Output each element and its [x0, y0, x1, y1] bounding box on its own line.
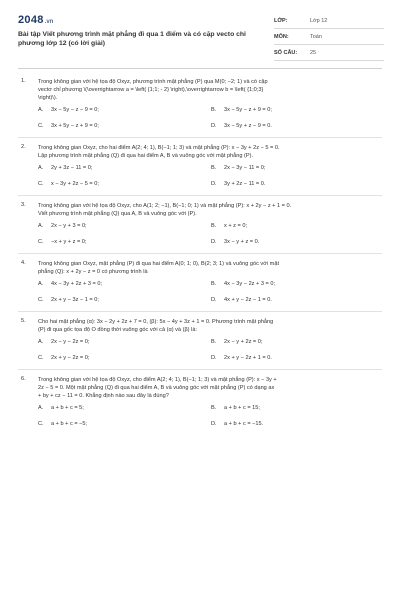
option-letter: B.	[211, 165, 217, 171]
option-text: 3y + 2z − 11 = 0.	[224, 181, 266, 187]
option-d[interactable]	[211, 421, 384, 428]
option-text: 2y + 3z − 11 = 0;	[51, 165, 93, 171]
option-text: 3x − y + z = 0.	[224, 239, 260, 245]
option-text: 2x + y − 3z − 1 = 0;	[51, 297, 99, 303]
question-text: Trong không gian Oxyz, cho hai điểm A(2; 4; 1), B(−1; 1; 3) và mặt phẳng (P): x − 3y + 2z − 5 = 0. Lập phương trình mặt phẳng (Q) đi qua hai điểm A, B và vuông góc với mặt phẳng (P).	[38, 145, 280, 159]
option-a[interactable]	[38, 339, 211, 346]
option-letter: B.	[211, 223, 217, 229]
question-list	[18, 78, 382, 434]
option-text: 2x − y + 2z = 0;	[224, 339, 263, 345]
option-a[interactable]	[38, 165, 211, 172]
question-2	[18, 144, 382, 196]
option-text: 2x − 3y − 11 = 0;	[224, 165, 266, 171]
question-number: 5.	[21, 318, 26, 324]
option-letter: B.	[211, 339, 217, 345]
option-letter: C.	[38, 181, 44, 187]
option-text: 2x + y − 2z = 0;	[51, 355, 90, 361]
option-letter: C.	[38, 355, 44, 361]
option-text: a + b + c = −5;	[51, 421, 88, 427]
option-text: a + b + c = −15.	[224, 421, 264, 427]
option-d[interactable]	[211, 181, 384, 188]
option-text: 3x − 5y − z + 9 = 0;	[224, 107, 272, 113]
meta-label: LỚP:	[274, 17, 288, 24]
option-c[interactable]	[38, 123, 211, 130]
answer-options	[38, 405, 382, 428]
option-c[interactable]	[38, 239, 211, 246]
answer-options	[38, 339, 382, 362]
document-header	[18, 12, 384, 64]
option-letter: B.	[211, 281, 217, 287]
option-letter: A.	[38, 281, 44, 287]
document-title: Bài tập Viết phương trình mặt phẳng đi qua 1 điểm và có cặp vecto chỉ phương lớp 12 (có lời giải)	[18, 31, 246, 47]
question-divider	[18, 195, 382, 196]
question-divider	[18, 137, 382, 138]
option-b[interactable]	[211, 405, 384, 412]
option-a[interactable]	[38, 281, 211, 288]
option-text: 4x + y − 2z − 1 = 0.	[224, 297, 272, 303]
answer-options	[38, 165, 382, 188]
question-divider	[18, 369, 382, 370]
option-c[interactable]	[38, 181, 211, 188]
option-text: 3x − 5y + z − 9 = 0.	[224, 123, 272, 129]
question-5	[18, 318, 382, 370]
question-divider	[18, 311, 382, 312]
option-letter: B.	[211, 405, 217, 411]
header-divider	[18, 68, 382, 69]
question-divider	[18, 253, 382, 254]
option-letter: D.	[211, 181, 217, 187]
option-c[interactable]	[38, 421, 211, 428]
option-a[interactable]	[38, 223, 211, 230]
option-text: 4x − 3y − 2z + 3 = 0;	[224, 281, 275, 287]
option-text: −x + y + z = 0;	[51, 239, 87, 245]
question-text: Trong không gian với hệ tọa độ Oxyz, phương trình mặt phẳng (P) qua M(0; −2; 1) và có cặp vectơ chỉ phương \(\overrightarrow a = \left( {1;1; - 2} \right),\overrightarrow b = \left( {1;0;3} \right)\).	[38, 79, 268, 101]
meta-value: 25	[310, 49, 317, 56]
option-letter: D.	[211, 239, 217, 245]
question-number: 3.	[21, 202, 26, 208]
option-text: a + b + c = 15;	[224, 405, 260, 411]
meta-row-subject	[274, 29, 384, 45]
option-c[interactable]	[38, 297, 211, 304]
question-text: Cho hai mặt phẳng (α): 3x − 2y + 2z + 7 = 0, (β): 5x − 4y + 3z + 1 = 0. Phương trình mặt phẳng (P) đi qua gốc tọa độ O đồng thời vuông góc với cả (α) và (β) là:	[38, 319, 274, 333]
answer-options	[38, 281, 382, 304]
question-number: 4.	[21, 260, 26, 266]
option-text: 2x + y − 2z + 1 = 0.	[224, 355, 272, 361]
option-text: x + z = 0;	[224, 223, 248, 229]
site-logo[interactable]	[18, 14, 53, 26]
option-text: 3x − 5y − z − 9 = 0;	[51, 107, 99, 113]
option-text: a + b + c = 5;	[51, 405, 84, 411]
question-4	[18, 260, 382, 312]
option-d[interactable]	[211, 123, 384, 130]
option-text: x − 3y + 2z − 5 = 0;	[51, 181, 99, 187]
option-letter: A.	[38, 339, 44, 345]
logo-domain: .vn	[44, 19, 54, 25]
option-letter: D.	[211, 123, 217, 129]
option-letter: A.	[38, 165, 44, 171]
meta-value: Toán	[310, 33, 322, 40]
meta-row-count	[274, 45, 384, 61]
option-letter: A.	[38, 223, 44, 229]
question-number: 6.	[21, 376, 26, 382]
option-b[interactable]	[211, 281, 384, 288]
question-1	[18, 78, 382, 138]
option-letter: C.	[38, 297, 44, 303]
option-letter: C.	[38, 123, 44, 129]
question-text: Trong không gian với hệ tọa độ Oxyz, cho A(1; 2; −1), B(−1; 0; 1) và mặt phẳng (P): x + 2y − z + 1 = 0. Viết phương trình mặt phẳng (Q) qua A, B và vuông góc với (P).	[38, 203, 292, 217]
logo-number: 2048	[18, 14, 44, 26]
option-letter: D.	[211, 355, 217, 361]
question-text: Trong không gian Oxyz, mặt phẳng (P) đi qua hai điểm A(0; 1; 0), B(2; 3; 1) và vuông góc với mặt phẳng (Q): x + 2y − z = 0 có phương trình là	[38, 261, 280, 275]
answer-options	[38, 223, 382, 246]
option-c[interactable]	[38, 355, 211, 362]
option-d[interactable]	[211, 239, 384, 246]
question-number: 2.	[21, 144, 26, 150]
option-letter: D.	[211, 297, 217, 303]
question-number: 1.	[21, 78, 26, 84]
meta-label: MÔN:	[274, 33, 289, 40]
option-b[interactable]	[211, 107, 384, 114]
option-letter: D.	[211, 421, 217, 427]
question-6	[18, 376, 382, 428]
option-letter: C.	[38, 421, 44, 427]
meta-value: Lớp 12	[310, 17, 328, 24]
option-a[interactable]	[38, 107, 211, 114]
question-text: Trong không gian với hệ tọa độ Oxyz, cho điểm A(2; 4; 1), B(−1; 1; 3) và mặt phẳng (P): x − 3y + 2z − 5 = 0. Một mặt phẳng (Q) đi qua hai điểm A, B và vuông góc với mặt phẳng (P) có dạng ax + by + cz − 11 = 0. Khẳng định nào sau đây là đúng?	[38, 377, 277, 399]
answer-options	[38, 107, 382, 130]
option-d[interactable]	[211, 355, 384, 362]
option-a[interactable]	[38, 405, 211, 412]
option-b[interactable]	[211, 339, 384, 346]
option-b[interactable]	[211, 165, 384, 172]
question-3	[18, 202, 382, 254]
option-letter: C.	[38, 239, 44, 245]
option-letter: A.	[38, 107, 44, 113]
option-d[interactable]	[211, 297, 384, 304]
meta-label: SỐ CÂU:	[274, 49, 298, 56]
option-b[interactable]	[211, 223, 384, 230]
option-text: 2x − y + 3 = 0;	[51, 223, 87, 229]
option-text: 2x − y − 2z = 0;	[51, 339, 90, 345]
meta-row-class	[274, 13, 384, 29]
document-meta	[274, 13, 384, 61]
option-text: 3x + 5y − z + 9 = 0;	[51, 123, 99, 129]
option-letter: B.	[211, 107, 217, 113]
option-text: 4x − 3y + 2z + 3 = 0;	[51, 281, 102, 287]
option-letter: A.	[38, 405, 44, 411]
